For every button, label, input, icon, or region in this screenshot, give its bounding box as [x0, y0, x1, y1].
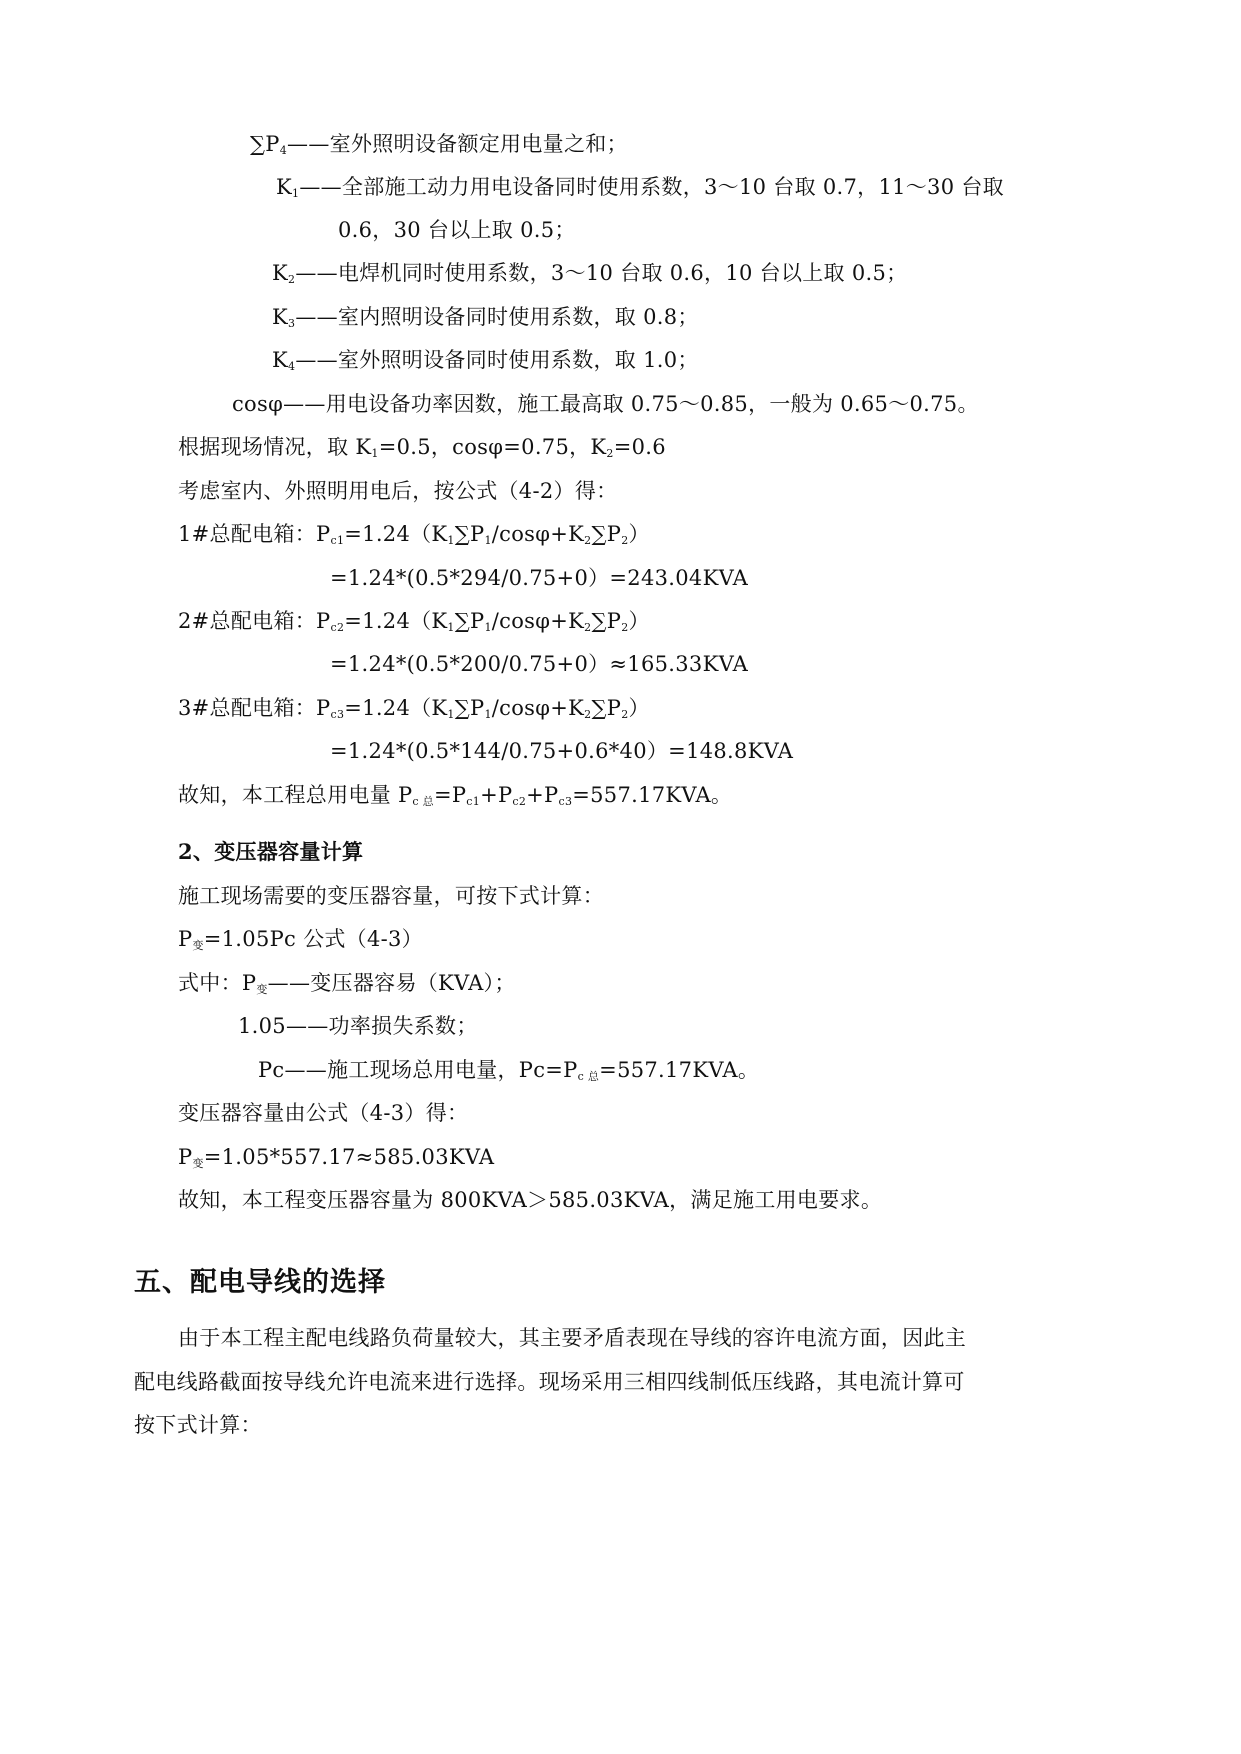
formula-text: $=1.24(K_1\sum P_1/\cos\varphi+K_2\sum P_2)$ [344, 696, 650, 721]
section5-para-line: 按下式计算： [134, 1413, 262, 1437]
def-k1: $K_1——$全部施工动力用电设备同时使用系数，3～10 台取 0.7，11～30 台取 [276, 175, 1004, 200]
section5-para-line: 配电线路截面按导线允许电流来进行选择。现场采用三相四线制低压线路，其电流计算可 [134, 1370, 965, 1394]
box1-result: =1.24*(0.5*294/0.75+0）=243.04KVA [330, 566, 749, 590]
where-line: 式中：$P_变——$变压器容易（KVA）； [178, 971, 516, 996]
pc-line: Pc——施工现场总用电量，$Pc=P_{c 总}=557.17KVA$。 [258, 1058, 760, 1083]
loss-coef-line: 1.05——功率损失系数； [238, 1014, 478, 1038]
section2-heading: 2、变压器容量计算 [178, 839, 364, 864]
transformer-calc: $P_变=1.05*557.17\approx 585.03KVA$ [178, 1145, 495, 1170]
def-k3: $K_3——$室内照明设备同时使用系数，取 0.8； [272, 305, 699, 330]
total-power: 故知，本工程总用电量 $P_{c 总}=P_{c1}+P_{c2}+P_{c3}=557.17KVA$。 [178, 783, 733, 808]
site-values: 根据现场情况，取 $K_1=0.5$，cosφ=0.75，$K_2=0.6$ [178, 435, 666, 460]
box2-result: =1.24*(0.5*200/0.75+0）≈165.33KVA [330, 652, 749, 676]
def-cosphi: cosφ——用电设备功率因数，施工最高取 0.75～0.85，一般为 0.65～0.75。 [232, 392, 979, 416]
def-k4: $K_4——$室外照明设备同时使用系数，取 1.0； [272, 348, 699, 373]
formula-text: $=1.24(K_1\sum P_1/\cos\varphi+K_2\sum P_2)$ [344, 609, 650, 634]
section5-para-line: 由于本工程主配电线路负荷量较大，其主要矛盾表现在导线的容许电流方面，因此主 [178, 1326, 967, 1350]
transformer-conclusion: 故知，本工程变压器容量为 800KVA＞585.03KVA，满足施工用电要求。 [178, 1188, 883, 1212]
def-sum-p4: $\sum P_4——$室外照明设备额定用电量之和； [250, 132, 628, 157]
transformer-formula: $P_变=1.05Pc$ 公式（4-3） [178, 927, 423, 952]
def-k2: $K_2——$电焊机同时使用系数，3～10 台取 0.6，10 台以上取 0.5； [272, 261, 908, 286]
section2-intro: 施工现场需要的变压器容量，可按下式计算： [178, 884, 604, 908]
box3-result: =1.24*(0.5*144/0.75+0.6*40）=148.8KVA [330, 739, 794, 763]
box2-formula: 2#总配电箱：$P_{c2}=1.24(K_1\sum P_1/\cos\varphi+K_2\sum P_2)$ [178, 609, 650, 634]
by-formula-line: 变压器容量由公式（4-3）得： [178, 1101, 469, 1125]
box1-formula: 1#总配电箱：$P_{c1}=1.24(K_1\sum P_1/\cos\varphi+K_2\sum P_2)$ [178, 522, 650, 547]
consider-line: 考虑室内、外照明用电后，按公式（4-2）得： [178, 479, 618, 503]
box3-formula: 3#总配电箱：$P_{c3}=1.24(K_1\sum P_1/\cos\varphi+K_2\sum P_2)$ [178, 696, 650, 721]
section5-heading: 五、配电导线的选择 [134, 1267, 386, 1298]
formula-text: $=1.24(K_1\sum P_1/\cos\varphi+K_2\sum P_2)$ [344, 522, 650, 547]
def-k1-continued: 0.6，30 台以上取 0.5； [338, 218, 576, 242]
